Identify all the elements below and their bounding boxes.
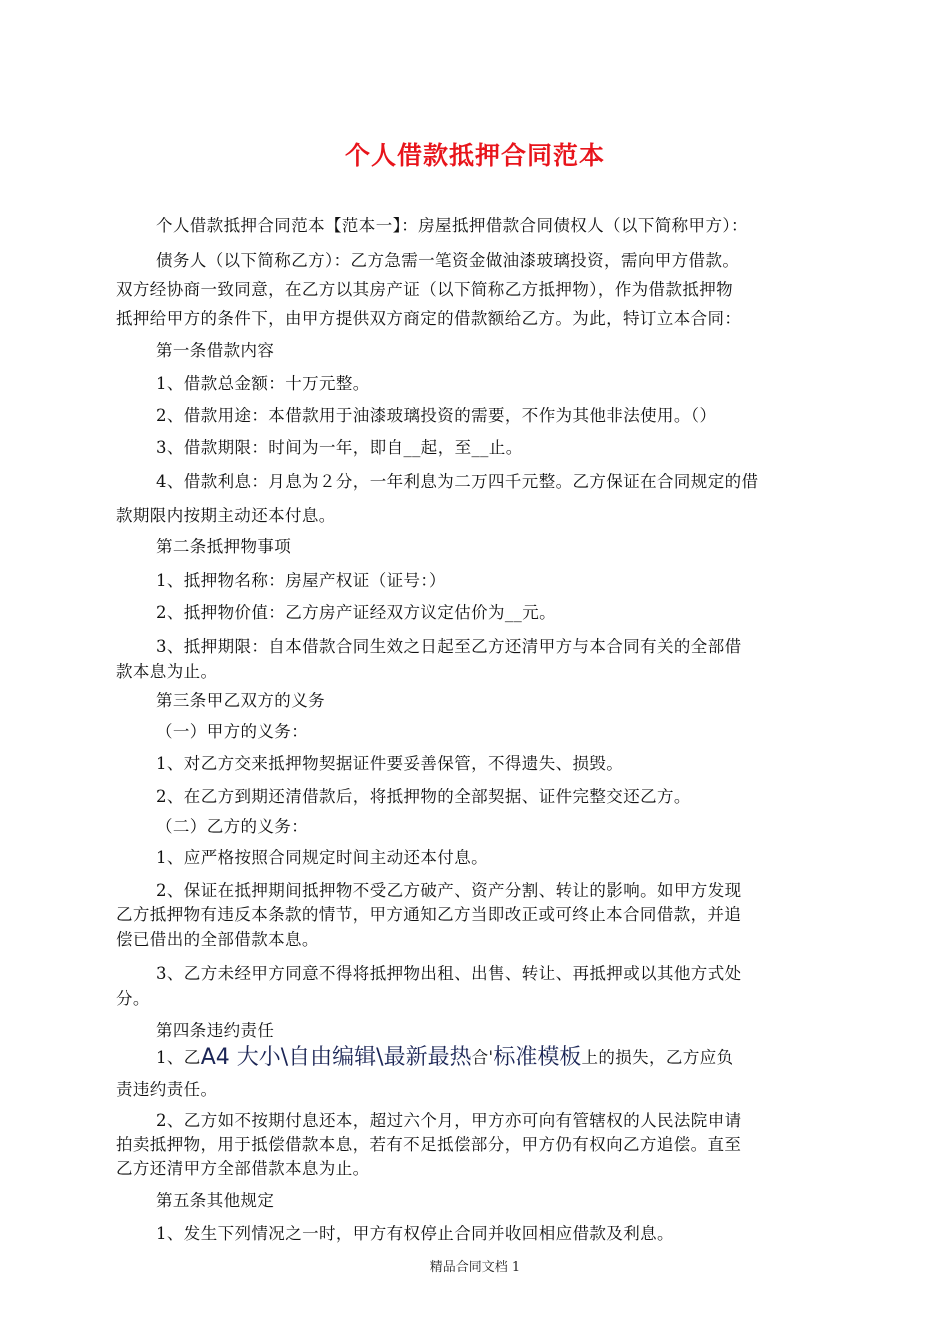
party-b-obligation-1: 1、应严格按照合同规定时间主动还本付息。 (156, 848, 488, 867)
party-b-obligations-heading: （二）乙方的义务： (156, 817, 309, 836)
party-b-obligation-3: 3、乙方未经甲方同意不得将抵押物出租、出售、转让、再抵押或以其他方式处 (156, 964, 742, 983)
page-footer: 精品合同文档 1 (429, 1260, 521, 1275)
watermark-template-text: 标准模板 (493, 1045, 582, 1070)
article-4-item-2-cont-1: 拍卖抵押物，用于抵偿借款本息，若有不足抵偿部分，甲方仍有权向乙方追偿。直至 (116, 1135, 742, 1154)
document-title: 个人借款抵押合同范本 (344, 141, 605, 170)
article-2-item-2: 2、抵押物价值：乙方房产证经双方议定估价为__元。 (156, 603, 556, 622)
article-3-heading: 第三条甲乙双方的义务 (156, 691, 325, 710)
intro-line-1: 个人借款抵押合同范本【范本一】：房屋抵押借款合同债权人（以下简称甲方）： (156, 216, 748, 235)
article-1-heading: 第一条借款内容 (156, 341, 275, 360)
article-4-item-1-cont: 责违约责任。 (116, 1080, 218, 1099)
article-1-item-4: 4、借款利息：月息为２分，一年利息为二万四千元整。乙方保证在合同规定的借 (156, 472, 759, 491)
article-2-heading: 第二条抵押物事项 (156, 537, 292, 556)
article-1-item-1: 1、借款总金额：十万元整。 (156, 374, 370, 393)
party-b-obligation-2: 2、保证在抵押期间抵押物不受乙方破产、资产分割、转让的影响。如甲方发现 (156, 881, 742, 900)
party-a-obligation-2: 2、在乙方到期还清借款后，将抵押物的全部契据、证件完整交还乙方。 (156, 787, 691, 806)
article-4-item-1-mid: 合' (471, 1048, 494, 1067)
article-4-heading: 第四条违约责任 (156, 1021, 275, 1040)
article-4-item-1-end: 上的损失，乙方应负 (581, 1048, 734, 1067)
party-a-obligations-heading: （一）甲方的义务： (156, 722, 309, 741)
article-5-heading: 第五条其他规定 (156, 1191, 275, 1210)
article-1-item-3: 3、借款期限：时间为一年，即自__起，至__止。 (156, 438, 523, 457)
article-1-item-2: 2、借款用途：本借款用于油漆玻璃投资的需要，不作为其他非法使用。（） (156, 406, 717, 425)
article-4-item-2: 2、乙方如不按期付息还本，超过六个月，甲方亦可向有管辖权的人民法院申请 (156, 1111, 742, 1130)
article-4-item-2-cont-2: 乙方还清甲方全部借款本息为止。 (116, 1159, 370, 1178)
article-2-item-3: 3、抵押期限：自本借款合同生效之日起至乙方还清甲方与本合同有关的全部借 (156, 637, 742, 656)
watermark-banner-text: A4 大小\自由编辑\最新最热 (200, 1045, 472, 1070)
article-4-item-1 (156, 1047, 734, 1069)
party-b-obligation-2-cont-2: 偿已借出的全部借款本息。 (116, 930, 319, 949)
article-5-item-1: 1、发生下列情况之一时，甲方有权停止合同并收回相应借款及利息。 (156, 1224, 674, 1243)
party-b-obligation-3-cont: 分。 (116, 989, 150, 1008)
article-1-item-4-cont: 款期限内按期主动还本付息。 (116, 506, 336, 525)
article-4-item-1-start: 1、乙 (156, 1048, 201, 1067)
party-b-obligation-2-cont-1: 乙方抵押物有违反本条款的情节，甲方通知乙方当即改正或可终止本合同借款，并追 (116, 905, 742, 924)
intro-line-2: 债务人（以下简称乙方）：乙方急需一笔资金做油漆玻璃投资，需向甲方借款。 (156, 251, 740, 270)
intro-line-3: 双方经协商一致同意，在乙方以其房产证（以下简称乙方抵押物），作为借款抵押物 (116, 280, 734, 299)
intro-line-4: 抵押给甲方的条件下，由甲方提供双方商定的借款额给乙方。为此，特订立本合同： (116, 309, 742, 328)
article-2-item-3-cont: 款本息为止。 (116, 662, 218, 681)
party-a-obligation-1: 1、对乙方交来抵押物契据证件要妥善保管，不得遗失、损毁。 (156, 754, 624, 773)
article-2-item-1: 1、抵押物名称：房屋产权证（证号：） (156, 571, 446, 590)
